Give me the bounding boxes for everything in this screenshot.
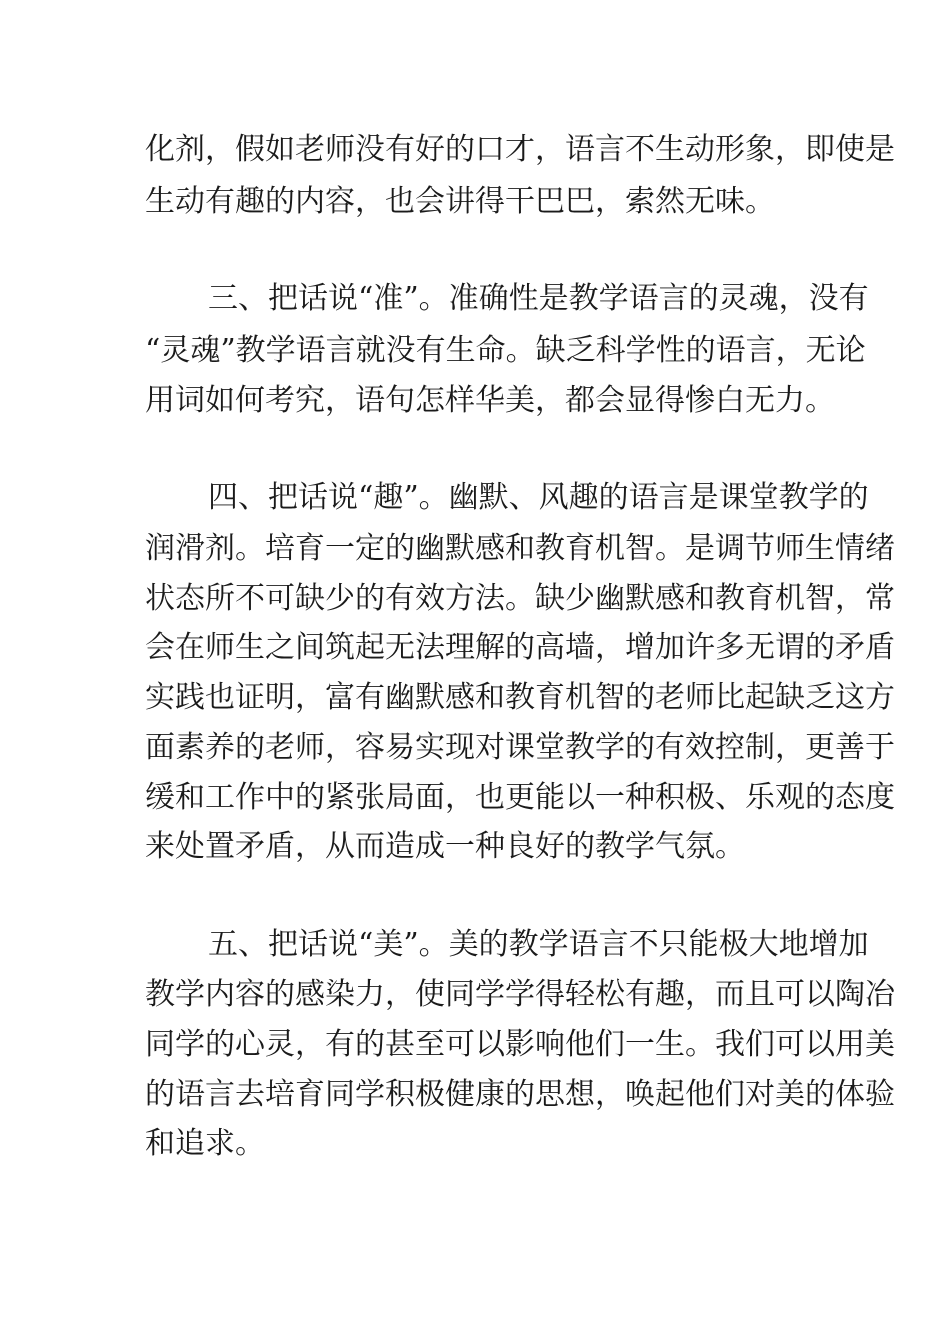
paragraph-5-line-4 — [0, 1068, 950, 1122]
text-line: “灵魂”教学语言就没有生命。缺乏科学性的语言，无论 — [145, 333, 866, 368]
text-line: 实践也证明，富有幽默感和教育机智的老师比起缺乏这方 — [145, 680, 895, 715]
text-line: 三、把话说“准”。准确性是教学语言的灵魂，没有 — [208, 281, 869, 316]
paragraph-2-line-2 — [0, 175, 950, 229]
paragraph-4-line-7 — [0, 771, 950, 825]
text-line: 和追求。 — [145, 1126, 265, 1161]
paragraph-4-line-1 — [0, 471, 950, 525]
paragraph-4-line-2 — [0, 522, 950, 576]
text-line: 五、把话说“美”。美的教学语言不只能极大地增加 — [208, 927, 869, 962]
paragraph-4-line-6 — [0, 721, 950, 775]
text-line: 的语言去培育同学积极健康的思想，唤起他们对美的体验 — [145, 1077, 895, 1112]
paragraph-5-line-3 — [0, 1018, 950, 1072]
text-line: 同学的心灵，有的甚至可以影响他们一生。我们可以用美 — [145, 1027, 895, 1062]
text-line: 化剂，假如老师没有好的口才，语言不生动形象，即使是 — [145, 132, 895, 167]
text-line: 四、把话说“趣”。幽默、风趣的语言是课堂教学的 — [208, 480, 869, 515]
paragraph-5-line-2 — [0, 968, 950, 1022]
paragraph-4-line-5 — [0, 671, 950, 725]
text-line: 会在师生之间筑起无法理解的高墙，增加许多无谓的矛盾 — [145, 630, 895, 665]
paragraph-3-line-1 — [0, 272, 950, 326]
text-line: 用词如何考究，语句怎样华美，都会显得惨白无力。 — [145, 383, 835, 418]
text-line: 来处置矛盾，从而造成一种良好的教学气氛。 — [145, 829, 745, 864]
text-line: 缓和工作中的紧张局面，也更能以一种积极、乐观的态度 — [145, 780, 895, 815]
paragraph-4-line-4 — [0, 621, 950, 675]
paragraph-3-line-3 — [0, 374, 950, 428]
text-line: 状态所不可缺少的有效方法。缺少幽默感和教育机智，常 — [145, 581, 895, 616]
text-line: 教学内容的感染力，使同学学得轻松有趣，而且可以陶冶 — [145, 977, 895, 1012]
paragraph-5-line-5 — [0, 1117, 950, 1171]
text-line: 润滑剂。培育一定的幽默感和教育机智。是调节师生情绪 — [145, 531, 895, 566]
paragraph-3-line-2 — [0, 324, 950, 378]
text-line: 面素养的老师，容易实现对课堂教学的有效控制，更善于 — [145, 730, 895, 765]
paragraph-5-line-1 — [0, 918, 950, 972]
paragraph-4-line-3 — [0, 572, 950, 626]
paragraph-2-line-1 — [0, 123, 950, 177]
text-line: 生动有趣的内容，也会讲得干巴巴，索然无味。 — [145, 184, 775, 219]
paragraph-4-line-8 — [0, 820, 950, 874]
